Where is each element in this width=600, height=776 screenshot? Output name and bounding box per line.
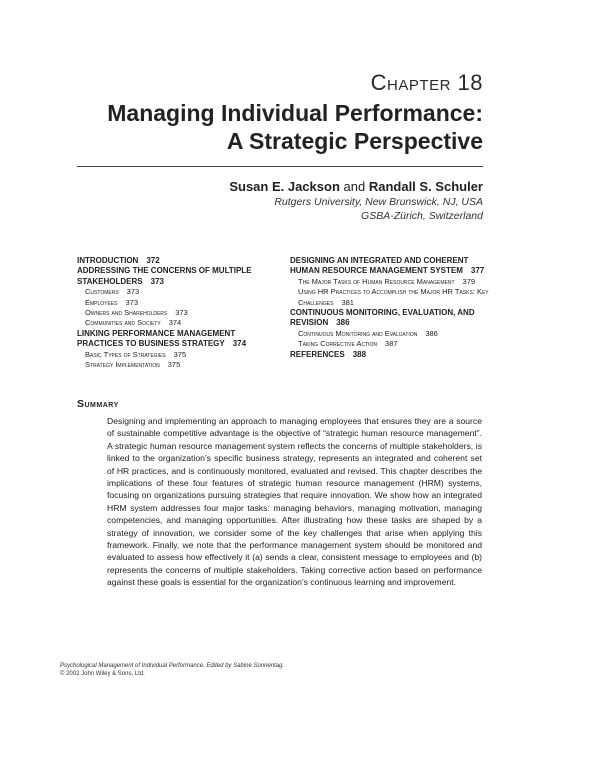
affiliation-rutgers: Rutgers University, New Brunswick, NJ, USA: [274, 196, 483, 208]
toc-entry-label: Communities and Society: [85, 318, 161, 328]
chapter-title-line2: A Strategic Perspective: [226, 128, 483, 154]
toc-entry-page: 379: [462, 276, 476, 286]
toc-entry-page: 377: [470, 266, 485, 276]
toc-entry-page: 373: [126, 287, 140, 297]
toc-entry-label: CONTINUOUS MONITORING, EVALUATION, AND REVISION: [290, 308, 475, 328]
toc-entry: [290, 350, 495, 360]
toc-entry-page: 386: [425, 328, 438, 338]
toc-entry-label: Owners and Shareholders: [85, 308, 168, 318]
toc-entry: [77, 350, 282, 360]
toc-entry-page: 375: [167, 360, 181, 370]
authors: [229, 179, 483, 194]
toc-entry: [290, 339, 495, 349]
toc-entry-label: Taking Corrective Action: [298, 339, 378, 349]
toc-entry-label: The Major Tasks of Human Resource Management: [298, 276, 455, 286]
author-jackson: Susan E. Jackson: [229, 179, 340, 194]
toc-entry-page: 374: [168, 318, 182, 328]
toc-entry-page: 386: [336, 318, 350, 328]
toc-entry-page: 387: [385, 339, 398, 349]
toc-entry: [290, 329, 495, 339]
toc-entry: [77, 266, 282, 287]
toc-entry-label: Using HR Practices to Accomplish the Major HR Tasks: Key Challenges: [298, 287, 489, 307]
toc-entry-page: 381: [341, 297, 354, 307]
toc-entry: [77, 287, 282, 297]
footer-copyright: © 2002 John Wiley & Sons, Ltd.: [60, 671, 145, 677]
toc-entry-page: 374: [232, 339, 247, 349]
summary-paragraph: Designing and implementing an approach to managing employees that ensures they are a source of sustainable competitive advantage is the objective of “strategic human resource management”. A strategic human resource management system reflects the concerns of multiple stakeholders, is linked to the organization’s specific business strategy, represents an integrated and coherent set of HR practices, and is continuously monitored, evaluated and revised. This chapter describes the implications of these four features of strategic human resource management (HRM) systems, focusing on organizations pursuing strategies that require innovation. We show how an integrated HRM system addresses four major tasks: managing behaviors, managing motivation, managing competencies, and managing opportunities. After illustrating how these tasks are shaped by a strategy of innovation, we consider some of the key challenges that arise when applying this framework. Finally, we note that the performance management system should be monitored and evaluated to assess how effectively it (a) sends a clear, consistent message to employees and (b) represents the concerns of multiple stakeholders. Taking corrective action based on performance against these goals is essential for the organization’s continuous learning and improvement.: [107, 416, 482, 588]
toc-entry: [290, 308, 495, 329]
author-schuler: Randall S. Schuler: [368, 179, 483, 194]
affiliation-gsba: GSBA-Zürich, Switzerland: [361, 210, 483, 222]
toc-entry: [77, 298, 282, 308]
toc-entry-label: Basic Types of Strategies: [85, 349, 166, 359]
toc-entry-page: 372: [146, 256, 160, 265]
summary-heading: Summary: [77, 398, 119, 410]
toc-entry-page: 373: [125, 297, 139, 307]
toc-entry: [77, 256, 282, 266]
toc-entry-label: Employees: [85, 297, 118, 307]
toc-entry-label: REFERENCES: [290, 349, 345, 359]
toc-entry-label: Continuous Monitoring and Evaluation: [298, 328, 418, 338]
toc-entry: [290, 256, 495, 277]
copyright-footer: [60, 662, 284, 678]
toc-entry: [77, 329, 282, 350]
toc-entry: [77, 318, 282, 328]
toc-entry-label: INTRODUCTION: [77, 256, 139, 265]
table-of-contents-left: [77, 256, 282, 370]
toc-entry-label: Strategy Implementation: [85, 360, 160, 370]
chapter-title-line1: Managing Individual Performance:: [107, 100, 483, 126]
toc-entry: [290, 287, 495, 308]
toc-entry: [290, 277, 495, 287]
author-conjunction: and: [343, 179, 366, 194]
toc-entry: [77, 308, 282, 318]
toc-entry-label: LINKING PERFORMANCE MANAGEMENT PRACTICES TO BUSINESS STRATEGY: [77, 328, 236, 349]
toc-entry-page: 373: [175, 308, 188, 318]
toc-entry-page: 373: [150, 276, 164, 286]
footer-source: Psychological Management of Individual Performance. Edited by Sabine Sonnentag.: [60, 663, 285, 669]
title-rule: [77, 166, 483, 167]
toc-entry: [77, 360, 282, 370]
table-of-contents-right: [290, 256, 495, 360]
toc-entry-page: 388: [352, 349, 367, 359]
toc-entry-label: ADDRESSING THE CONCERNS OF MULTIPLE STAKEHOLDERS: [77, 266, 252, 286]
toc-entry-label: Customers: [85, 287, 119, 297]
toc-entry-page: 375: [173, 349, 187, 359]
chapter-label: Chapter 18: [370, 70, 483, 95]
toc-entry-label: DESIGNING AN INTEGRATED AND COHERENT HUMAN RESOURCE MANAGEMENT SYSTEM: [290, 256, 469, 276]
